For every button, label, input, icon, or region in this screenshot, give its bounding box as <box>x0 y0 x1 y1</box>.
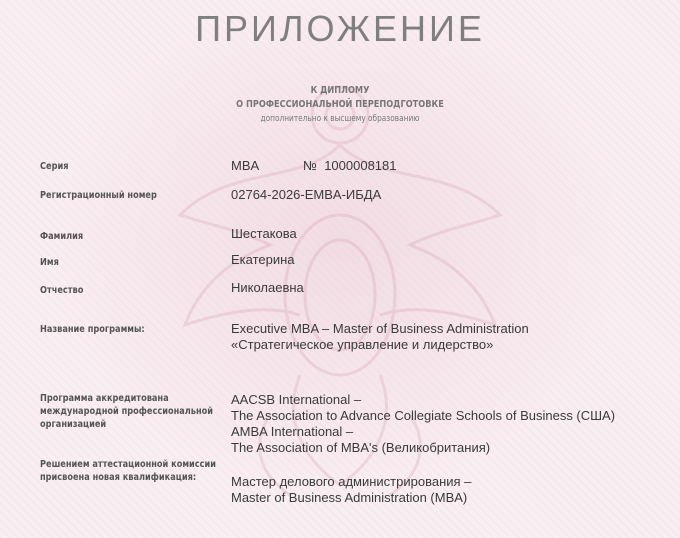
accreditation-line: The Association of MBA's (Великобритания) <box>231 440 491 455</box>
qualification-line: Master of Business Administration (MBA) <box>231 490 468 505</box>
surname-value: Шестакова <box>231 226 297 241</box>
qualification-label <box>40 458 220 484</box>
program-line: Executive MBA – Master of Business Administration <box>231 321 529 336</box>
qualification-label-line: Решением аттестационной комиссии <box>40 459 217 470</box>
document-title: ПРИЛОЖЕНИЕ <box>195 8 485 49</box>
accreditation-label-line: Программа аккредитована <box>40 393 169 404</box>
accreditation-label <box>40 392 220 431</box>
accreditation-line: AACSB International – <box>231 392 362 407</box>
program-line: «Стратегическое управление и лидерство» <box>231 337 494 352</box>
name-value: Екатерина <box>231 252 295 267</box>
accreditation-label-line: организацией <box>40 419 107 430</box>
series-label: Серия <box>40 161 69 172</box>
patronymic-label: Отчество <box>40 285 84 296</box>
program-label: Название программы: <box>40 324 145 335</box>
subtitle-line: О ПРОФЕССИОНАЛЬНОЙ ПЕРЕПОДГОТОВКЕ <box>236 99 444 110</box>
number-value: 1000008181 <box>324 158 397 173</box>
registration-value: 02764-2026-EMBA-ИБДА <box>231 187 382 202</box>
subtitle-line: К ДИПЛОМУ <box>310 85 370 96</box>
name-label: Имя <box>40 257 59 268</box>
subtitle-line: дополнительно к высшему образованию <box>260 114 420 124</box>
accreditation-value <box>231 392 615 456</box>
accreditation-label-line: международной профессиональной <box>40 406 214 417</box>
patronymic-value: Николаевна <box>231 280 304 295</box>
surname-label: Фамилия <box>40 231 84 242</box>
qualification-line: Мастер делового администрирования – <box>231 474 472 489</box>
qualification-label-line: присвоена новая квалификация: <box>40 472 197 483</box>
number-mark: № <box>303 158 317 173</box>
series-value: MBA <box>231 158 260 173</box>
number-field <box>303 158 397 173</box>
accreditation-line: AMBA International – <box>231 424 354 439</box>
document-subtitle <box>61 84 619 126</box>
registration-label: Регистрационный номер <box>40 190 157 201</box>
qualification-value <box>231 474 471 506</box>
accreditation-line: The Association to Advance Collegiate Schools of Business (США) <box>231 408 616 423</box>
program-value <box>231 321 529 353</box>
